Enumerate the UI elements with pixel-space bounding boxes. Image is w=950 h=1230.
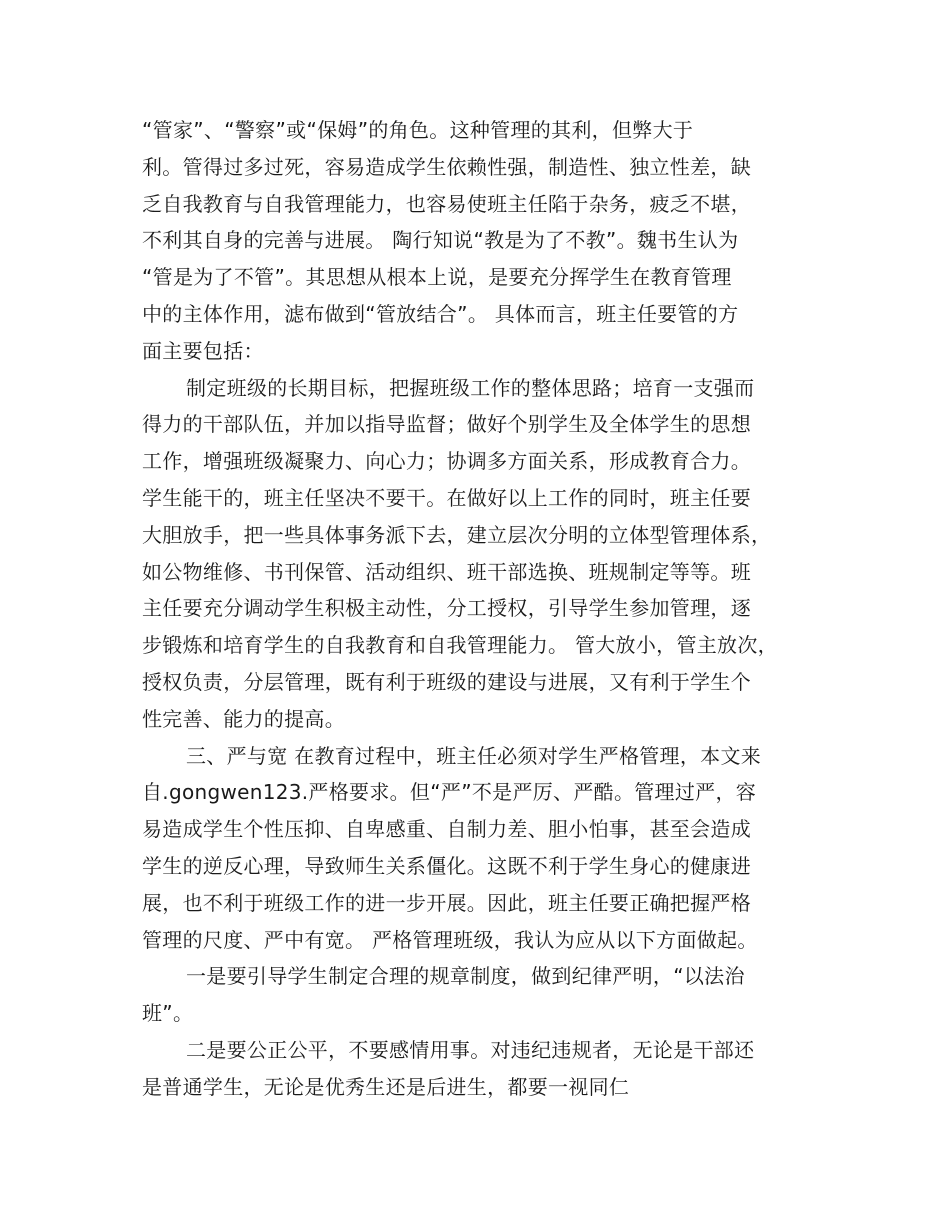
text-line: 面主要包括： — [142, 338, 264, 363]
text-line: “管是为了不管”。其思想从根本上说，是要充分挥学生在教育管理 — [142, 265, 732, 290]
text-line: 授权负责，分层管理，既有利于班级的建设与进展，又有利于学生个 — [142, 669, 751, 694]
text-line: 学生的逆反心理，导致师生关系僵化。这既不利于学生身心的健康进 — [142, 853, 751, 878]
text-line: 展，也不利于班级工作的进一步开展。因此，班主任要正确把握严格 — [142, 890, 751, 915]
text-line: 不利其自身的完善与进展。 陶行知说“教是为了不教”。魏书生认为 — [142, 228, 739, 253]
paragraph-start-line: 二是要公正公平，不要感情用事。对违纪违规者，无论是干部还 — [186, 1037, 755, 1062]
text-line: 大胆放手，把一些具体事务派下去，建立层次分明的立体型管理体系， — [142, 522, 772, 547]
body-text — [142, 112, 822, 1106]
text-line: 班”。 — [142, 1001, 194, 1026]
text-line: 步锻炼和培育学生的自我教育和自我管理能力。 管大放小，管主放次， — [142, 633, 778, 658]
text-line: 性完善、能力的提高。 — [142, 706, 345, 731]
text-line: 得力的干部队伍，并加以指导监督；做好个别学生及全体学生的思想 — [142, 412, 751, 437]
text-line: “管家”、“警察”或“保姆”的角色。这种管理的其利，但弊大于 — [142, 118, 694, 142]
text-line: 工作，增强班级凝聚力、向心力；协调多方面关系，形成教育合力。 — [142, 449, 751, 474]
paragraph-start-line: 一是要引导学生制定合理的规章制度，做到纪律严明，“以法治 — [186, 964, 745, 989]
text-line: 中的主体作用，滤布做到“管放结合”。 具体而言，班主任要管的方 — [142, 301, 739, 326]
text-line: 如公物维修、书刊保管、活动组织、班干部选换、班规制定等等。班 — [142, 559, 751, 584]
text-line: 乏自我教育与自我管理能力，也容易使班主任陷于杂务，疲乏不堪， — [142, 191, 751, 216]
paragraph-start-line: 制定班级的长期目标，把握班级工作的整体思路；培育一支强而 — [186, 375, 755, 400]
text-line: 是普通学生，无论是优秀生还是后进生，都要一视同仁 — [142, 1074, 630, 1099]
text-line: 利。管得过多过死，容易造成学生依赖性强，制造性、独立性差，缺 — [142, 154, 751, 179]
text-line: 自.gongwen123.严格要求。但“严”不是严厉、严酷。管理过严，容 — [142, 780, 757, 805]
paragraph-start-line: 三、严与宽 在教育过程中，班主任必须对学生严格管理，本文来 — [186, 743, 762, 768]
text-line: 主任要充分调动学生积极主动性，分工授权，引导学生参加管理，逐 — [142, 596, 751, 621]
text-line: 学生能干的，班主任坚决不要干。在做好以上工作的同时，班主任要 — [142, 485, 751, 510]
text-line: 管理的尺度、严中有宽。 严格管理班级，我认为应从以下方面做起。 — [142, 927, 758, 952]
text-line: 易造成学生个性压抑、自卑感重、自制力差、胆小怕事，甚至会造成 — [142, 817, 751, 842]
